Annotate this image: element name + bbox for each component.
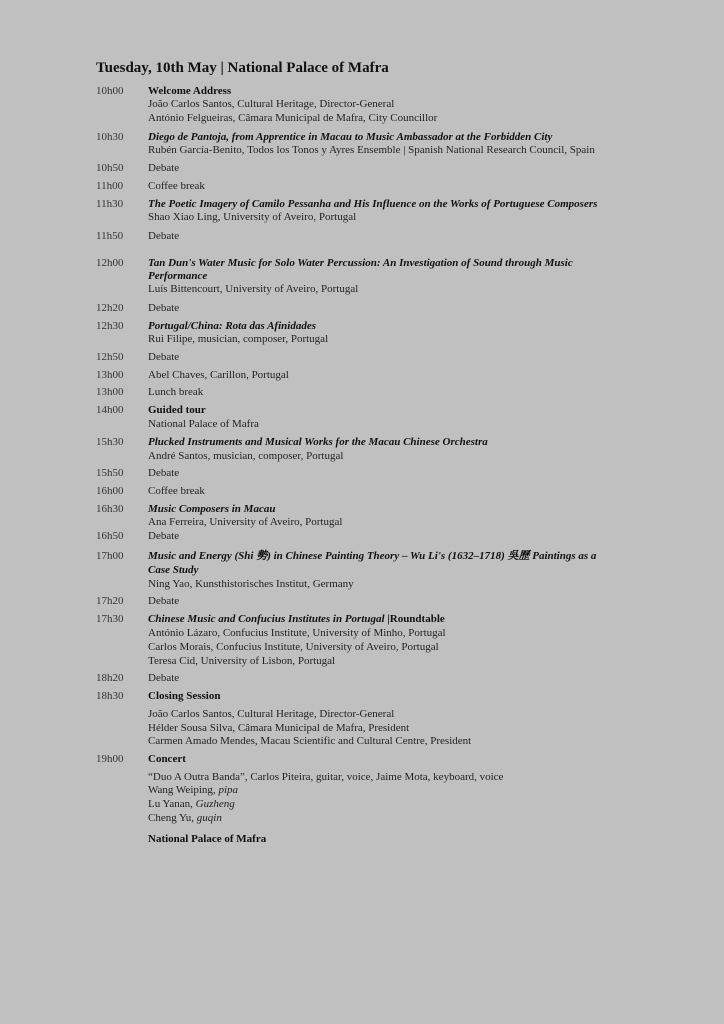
session-speaker: Hélder Sousa Silva, Câmara Municipal de Mafra, President [148, 722, 410, 734]
session-time: 18h20 [96, 672, 124, 684]
session-title [148, 753, 186, 766]
session-title-text: Tan Dun's Water Music for Solo Water Percussion: An Investigation of Sound through Music [148, 257, 573, 269]
session-title-text: Debate [148, 302, 180, 314]
session-title [148, 386, 203, 399]
session-time: 11h00 [96, 180, 124, 192]
session-title [148, 198, 597, 211]
session-title [148, 180, 205, 193]
session-time: 13h00 [96, 369, 124, 381]
session-title-text: Debate [148, 162, 180, 174]
performer-name: Cheng Yu, [148, 812, 197, 824]
session-title-text: Portugal/China: Rota das Afinidades [148, 320, 316, 332]
session-title [148, 131, 552, 144]
session-title-text: Music Composers in Macau [148, 503, 276, 515]
session-title-text: Abel Chaves, Carillon, Portugal [148, 369, 289, 381]
performer [148, 784, 238, 797]
session-title-text: Debate [148, 351, 180, 363]
session-time: 15h50 [96, 467, 124, 479]
session-time: 12h50 [96, 351, 124, 363]
session-time: 16h50 [96, 530, 124, 542]
session-speaker: “Duo A Outra Banda”, Carlos Piteira, guitar, voice, Jaime Mota, keyboard, voice [148, 771, 504, 783]
session-time: 10h30 [96, 131, 124, 143]
session-title-text: Coffee break [148, 180, 205, 192]
performer-instrument: Guzheng [195, 798, 235, 810]
session-title-text: Lunch break [148, 386, 204, 398]
session-title-text: Debate [148, 467, 180, 479]
session-speaker: Teresa Cid, University of Lisbon, Portugal [148, 655, 336, 667]
session-title [148, 436, 488, 449]
performer-instrument: guqin [196, 812, 222, 824]
session-title [148, 550, 596, 563]
session-time: 13h00 [96, 386, 124, 398]
session-title [148, 613, 445, 626]
session-title [148, 690, 220, 703]
session-title-text: Coffee break [148, 485, 205, 497]
session-time: 15h30 [96, 436, 124, 448]
session-speaker: João Carlos Santos, Cultural Heritage, Director-General [148, 708, 395, 720]
session-time: 17h20 [96, 595, 124, 607]
session-title-text: The Poetic Imagery of Camilo Pessanha and His Influence on the Works of Portuguese Composers [148, 198, 598, 210]
session-speaker: António Lázaro, Confucius Institute, University of Minho, Portugal [148, 627, 446, 639]
performer-instrument: pipa [218, 784, 238, 796]
session-title-text: Debate [148, 672, 180, 684]
session-title [148, 503, 275, 516]
session-title [148, 320, 316, 333]
session-title [148, 595, 179, 608]
footer-venue: National Palace of Mafra [148, 833, 267, 845]
session-speaker: Ana Ferreira, University of Aveiro, Portugal [148, 516, 343, 528]
session-title [148, 467, 179, 480]
session-title [148, 485, 205, 498]
session-speaker: Luís Bittencourt, University of Aveiro, Portugal [148, 283, 359, 295]
session-time: 11h30 [96, 198, 124, 210]
session-speaker: National Palace of Mafra [148, 418, 259, 430]
session-title-continued: Case Study [148, 564, 199, 576]
session-speaker: Rui Filipe, musician, composer, Portugal [148, 333, 329, 345]
session-title [148, 162, 179, 175]
session-title-text: Welcome Address [148, 85, 232, 97]
session-title-continued: Performance [148, 270, 208, 282]
session-title [148, 672, 179, 685]
session-title [148, 302, 179, 315]
session-title [148, 530, 179, 543]
session-speaker: António Felgueiras, Câmara Municipal de Mafra, City Councillor [148, 112, 438, 124]
session-title [148, 351, 179, 364]
session-title-text: Debate [148, 530, 180, 542]
session-time: 18h30 [96, 690, 124, 702]
session-time: 10h50 [96, 162, 124, 174]
session-title [148, 404, 206, 417]
session-time: 12h00 [96, 257, 124, 269]
session-speaker: Carmen Amado Mendes, Macau Scientific and Cultural Centre, President [148, 735, 472, 747]
session-speaker: Ning Yao, Kunsthistorisches Institut, Germany [148, 578, 354, 590]
session-speaker: Rubén García-Benito, Todos los Tonos y Ayres Ensemble | Spanish National Research Council, Spain [148, 144, 595, 156]
session-title-text: Chinese Music and Confucius Institutes in Portugal [148, 613, 385, 625]
session-time: 16h00 [96, 485, 124, 497]
session-time: 10h00 [96, 85, 124, 97]
page-title: Tuesday, 10th May | National Palace of Mafra [96, 60, 389, 76]
session-time: 17h30 [96, 613, 124, 625]
session-title-text: Debate [148, 230, 180, 242]
session-speaker: Carlos Morais, Confucius Institute, University of Aveiro, Portugal [148, 641, 439, 653]
session-time: 16h30 [96, 503, 124, 515]
session-time: 12h30 [96, 320, 124, 332]
session-title [148, 257, 573, 270]
session-time: 14h00 [96, 404, 124, 416]
performer [148, 798, 235, 811]
session-time: 12h20 [96, 302, 124, 314]
session-title-text: Concert [148, 753, 186, 765]
session-time: 11h50 [96, 230, 124, 242]
performer-name: Lu Yanan, [148, 798, 196, 810]
performer-name: Wang Weiping, [148, 784, 219, 796]
session-title-text: Music and Energy (Shi 勢) in Chinese Painting Theory – Wu Li's (1632–1718) 吳歷 Paintings as a [148, 550, 597, 562]
performer [148, 812, 222, 825]
session-speaker: André Santos, musician, composer, Portugal [148, 450, 344, 462]
session-time: 17h00 [96, 550, 124, 562]
session-speaker: João Carlos Santos, Cultural Heritage, Director-General [148, 98, 395, 110]
session-title-text: Closing Session [148, 690, 221, 702]
session-title [148, 230, 179, 243]
session-format: |Roundtable [384, 613, 445, 625]
session-speaker: Shao Xiao Ling, University of Aveiro, Portugal [148, 211, 357, 223]
session-title-text: Debate [148, 595, 180, 607]
session-title-text: Diego de Pantoja, from Apprentice in Macau to Music Ambassador at the Forbidden City [148, 131, 553, 143]
session-time: 19h00 [96, 753, 124, 765]
session-title [148, 85, 231, 98]
session-title-text: Guided tour [148, 404, 206, 416]
session-title [148, 369, 289, 382]
session-title-text: Plucked Instruments and Musical Works for the Macau Chinese Orchestra [148, 436, 488, 448]
